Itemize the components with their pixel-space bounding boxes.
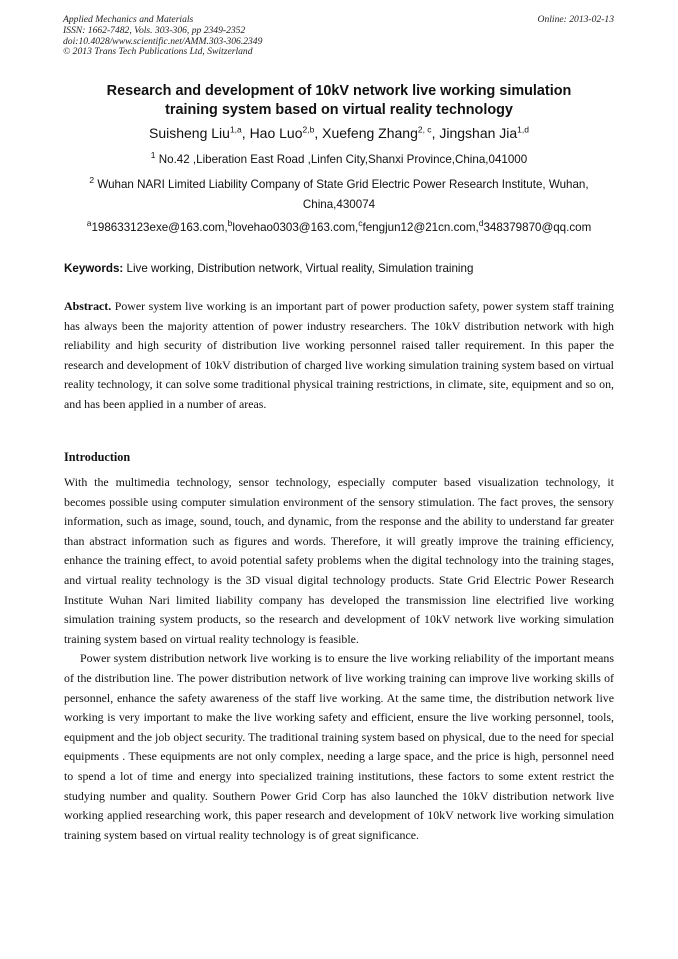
title-line-2: training system based on virtual reality technology bbox=[165, 102, 513, 118]
keywords bbox=[64, 261, 614, 277]
paper-title bbox=[64, 82, 614, 120]
affiliation-text: No.42 ,Liberation East Road ,Linfen City,Shanxi Province,China,041000 bbox=[155, 153, 528, 166]
affiliation-2 bbox=[64, 175, 614, 215]
author-name: Jingshan Jia bbox=[439, 125, 518, 141]
author-list bbox=[64, 124, 614, 142]
author-separator: , bbox=[314, 125, 323, 141]
affiliation-mark: 1 bbox=[150, 150, 156, 161]
author-separator: , bbox=[431, 125, 440, 141]
paragraph: With the multimedia technology, sensor technology, especially computer based visualization technology, it becomes possible using computer simulation environment of the sensory stimulation. The fact proves, the sensory information, such as image, sound, touch, and dynamic, from the response and the ability to understand far greater than abstract information such as figures and words. Therefore, it will greatly improve the training efficiency, enhance the training effect, to avoid potential safety problems when the digital technology into the training stages, and virtual reality technology is the 3D visual digital technology products. State Grid Electric Power Research Institute Wuhan Nari limited liability company has developed the transmission line electrified live working simulation training system products, so the research and development of 10kV network live working simulation training system based on virtual reality technology is feasible. bbox=[64, 475, 614, 646]
author-affiliation-mark: 2, c bbox=[417, 124, 432, 135]
copyright-line: © 2013 Trans Tech Publications Ltd, Switzerland bbox=[63, 46, 253, 58]
doi-line: doi:10.4028/www.scientific.net/AMM.303-306.2349 bbox=[63, 35, 263, 47]
author-name: Hao Luo bbox=[249, 125, 303, 141]
email-address[interactable]: 198633123exe@163.com, bbox=[91, 221, 228, 234]
journal-name: Applied Mechanics and Materials bbox=[63, 14, 194, 25]
email-mark: a bbox=[86, 218, 92, 229]
author-affiliation-mark: 1,a bbox=[229, 124, 242, 135]
keywords-label: Keywords: bbox=[64, 262, 124, 275]
email-address[interactable]: 348379870@qq.com bbox=[483, 221, 592, 234]
email-address[interactable]: fengjun12@21cn.com, bbox=[362, 221, 479, 234]
affiliation-1 bbox=[64, 150, 614, 170]
email-mark: d bbox=[478, 218, 484, 229]
introduction-body bbox=[64, 473, 614, 845]
author-affiliation-mark: 2,b bbox=[302, 124, 315, 135]
online-date: Online: 2013-02-13 bbox=[537, 14, 614, 25]
author-separator: , bbox=[241, 125, 250, 141]
issn-line: ISSN: 1662-7482, Vols. 303-306, pp 2349-2352 bbox=[63, 24, 246, 36]
email-mark: c bbox=[358, 218, 363, 229]
author-name: Xuefeng Zhang bbox=[322, 125, 418, 141]
journal-header bbox=[63, 15, 262, 58]
abstract bbox=[64, 297, 614, 415]
keywords-text: Live working, Distribution network, Virtual reality, Simulation training bbox=[123, 262, 474, 275]
email-address[interactable]: lovehao0303@163.com, bbox=[232, 221, 359, 234]
author-affiliation-mark: 1,d bbox=[517, 124, 529, 135]
abstract-label: Abstract. bbox=[64, 299, 112, 313]
section-heading-introduction: Introduction bbox=[64, 450, 131, 464]
title-line-1: Research and development of 10kV network live working simulation bbox=[106, 83, 572, 99]
author-name: Suisheng Liu bbox=[149, 125, 230, 141]
email-list bbox=[64, 219, 614, 237]
email-mark: b bbox=[227, 218, 233, 229]
affiliation-mark: 2 bbox=[89, 175, 95, 186]
abstract-text: Power system live working is an important part of power production safety, power system staff training has always been the majority attention of power industry researchers. The 10kV distribution network with high reliability and high security of distribution live working personnel raised taller requirement. In this paper the research and development of 10kV distribution of charged live working simulation training system based on virtual reality technology, it can solve some traditional physical training restrictions, in climate, site, equipment and so on, and has been applied in a number of areas. bbox=[64, 299, 614, 411]
affiliation-text: Wuhan NARI Limited Liability Company of State Grid Electric Power Research Institute, Wuhan, China,430074 bbox=[94, 178, 589, 211]
paragraph: Power system distribution network live working is to ensure the live working reliability of the important means of the distribution line. The power distribution network of live working training can improve live working skills of personnel, enhance the safety awareness of the staff live working. At the same time, the distribution network live working is very important to make the live working safety and efficient, ensure the live working personnel, tools, equipment and the job object security. The traditional training system based on physical, due to the need for special equipments . These equipments are not only complex, needing a large space, and the price is high, personnel need to spend a lot of time and energy into specialized training institutions, these factors to some extent restrict the studying number and quality. Southern Power Grid Corp has also launched the 10kV distribution network live working applied researching work, this paper research and development of 10kV network live working simulation training system based on virtual reality technology is of great significance. bbox=[64, 651, 614, 842]
